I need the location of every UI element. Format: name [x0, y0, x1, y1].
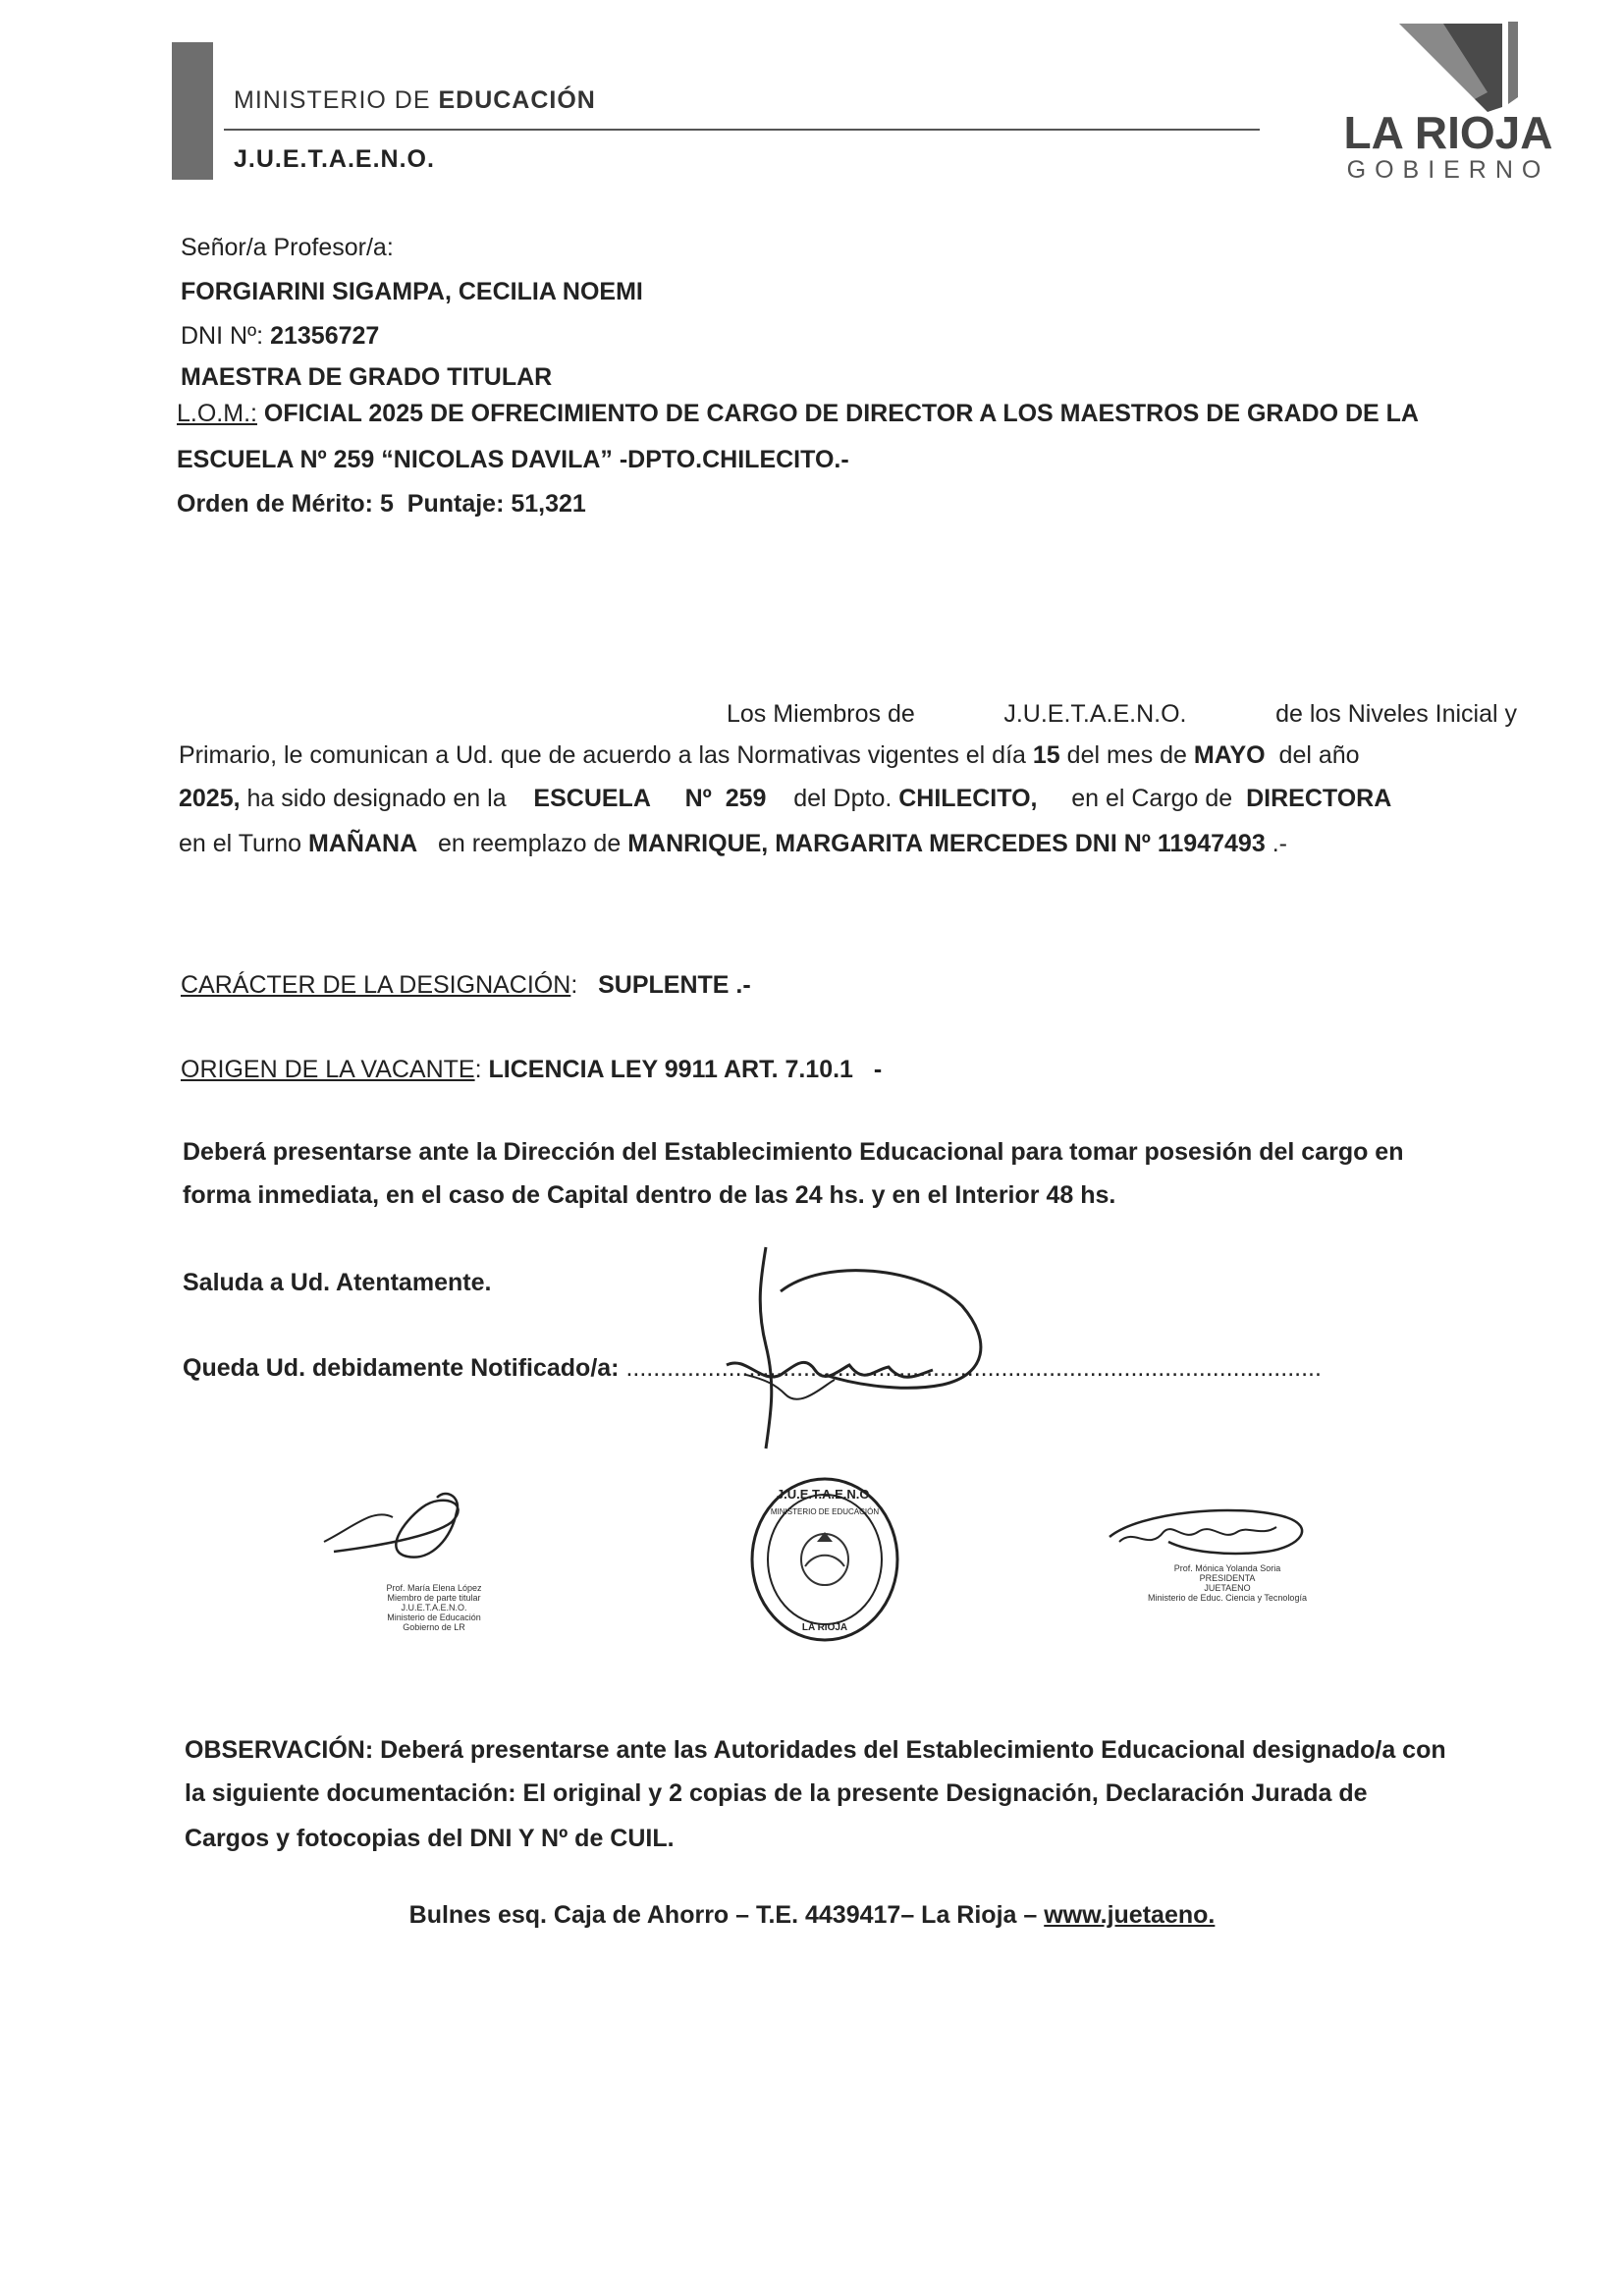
agency-name: J.U.E.T.A.E.N.O.	[234, 145, 435, 173]
designation-line: CARÁCTER DE LA DESIGNACIÓN: SUPLENTE .-	[181, 971, 751, 999]
body-line-3: 2025, ha sido designado en la ESCUELA Nº 259 del Dpto. CHILECITO, en el Cargo de DIRECTORA	[179, 785, 1392, 812]
president-stamp-line: Ministerio de Educ. Ciencia y Tecnología	[1148, 1593, 1307, 1603]
president-stamp	[1144, 1563, 1311, 1603]
logo-subtitle: GOBIERNO	[1346, 156, 1550, 184]
body-line-1: Los Miembros de J.U.E.T.A.E.N.O. de los Niveles Inicial y	[727, 700, 1517, 728]
header-bar	[172, 42, 213, 180]
salutation: Señor/a Profesor/a:	[181, 234, 394, 261]
lom-line-2: ESCUELA Nº 259 “NICOLAS DAVILA” -DPTO.CHILECITO.-	[177, 446, 849, 473]
footer-website-link[interactable]: www.juetaeno.	[1044, 1901, 1216, 1929]
observation-line-2: la siguiente documentación: El original y 2 copias de la presente Designación, Declaración Jurada de	[185, 1779, 1368, 1807]
president-stamp-line: JUETAENO	[1204, 1583, 1251, 1593]
body-line-2: Primario, le comunican a Ud. que de acuerdo a las Normativas vigentes el día 15 del mes de MAYO del año	[179, 741, 1360, 769]
member-stamp-line: Ministerio de Educación	[387, 1613, 481, 1622]
seal-bottom-text: LA RIOJA	[801, 1622, 848, 1633]
observation-line-1: OBSERVACIÓN: Deberá presentarse ante las Autoridades del Establecimiento Educacional designado/a con	[185, 1736, 1446, 1764]
greeting: Saluda a Ud. Atentamente.	[183, 1269, 492, 1296]
footer-address: Bulnes esq. Caja de Ahorro – T.E. 4439417– La Rioja – www.juetaeno.	[408, 1901, 1216, 1929]
member-stamp-line: Miembro de parte titular	[387, 1593, 481, 1603]
recipient-signature-icon	[707, 1237, 1021, 1463]
logo-name: LA RIOJA	[1343, 107, 1553, 158]
member-stamp-line: Gobierno de LR	[403, 1622, 465, 1632]
merit-line: Orden de Mérito: 5 Puntaje: 51,321	[177, 490, 586, 518]
seal-ring-text: MINISTERIO DE EDUCACIÓN	[770, 1507, 880, 1516]
ministry-title: MINISTERIO DE EDUCACIÓN	[234, 86, 596, 114]
member-signature-icon	[314, 1473, 511, 1591]
lom-line-1: L.O.M.: OFICIAL 2025 DE OFRECIMIENTO DE CARGO DE DIRECTOR A LOS MAESTROS DE GRADO DE LA	[177, 400, 1419, 427]
observation-line-3: Cargos y fotocopias del DNI Y Nº de CUIL.	[185, 1825, 675, 1852]
recipient-name: FORGIARINI SIGAMPA, CECILIA NOEMI	[181, 278, 643, 305]
president-stamp-line: PRESIDENTA	[1199, 1573, 1256, 1583]
header-rule	[224, 129, 1260, 131]
official-seal-icon	[746, 1473, 903, 1645]
president-stamp-line: Prof. Mónica Yolanda Soria	[1173, 1563, 1281, 1573]
member-stamp	[365, 1583, 503, 1632]
instructions-line-2: forma inmediata, en el caso de Capital dentro de las 24 hs. y en el Interior 48 hs.	[183, 1181, 1116, 1209]
recipient-position: MAESTRA DE GRADO TITULAR	[181, 363, 553, 391]
seal-top-text: J.U.E.T.A.E.N.O.	[776, 1487, 874, 1502]
notified-line: Queda Ud. debidamente Notificado/a: ......................................................................................................	[183, 1354, 1322, 1382]
body-line-4: en el Turno MAÑANA en reemplazo de MANRIQUE, MARGARITA MERCEDES DNI Nº 11947493 .-	[179, 830, 1287, 857]
recipient-dni: DNI Nº: 21356727	[181, 322, 380, 350]
instructions-line-1: Deberá presentarse ante la Dirección del Establecimiento Educacional para tomar posesión del cargo en	[183, 1138, 1404, 1166]
vacancy-line: ORIGEN DE LA VACANTE: LICENCIA LEY 9911 ART. 7.10.1 -	[181, 1056, 883, 1083]
member-stamp-line: J.U.E.T.A.E.N.O.	[401, 1603, 467, 1613]
member-stamp-line: Prof. María Elena López	[386, 1583, 482, 1593]
